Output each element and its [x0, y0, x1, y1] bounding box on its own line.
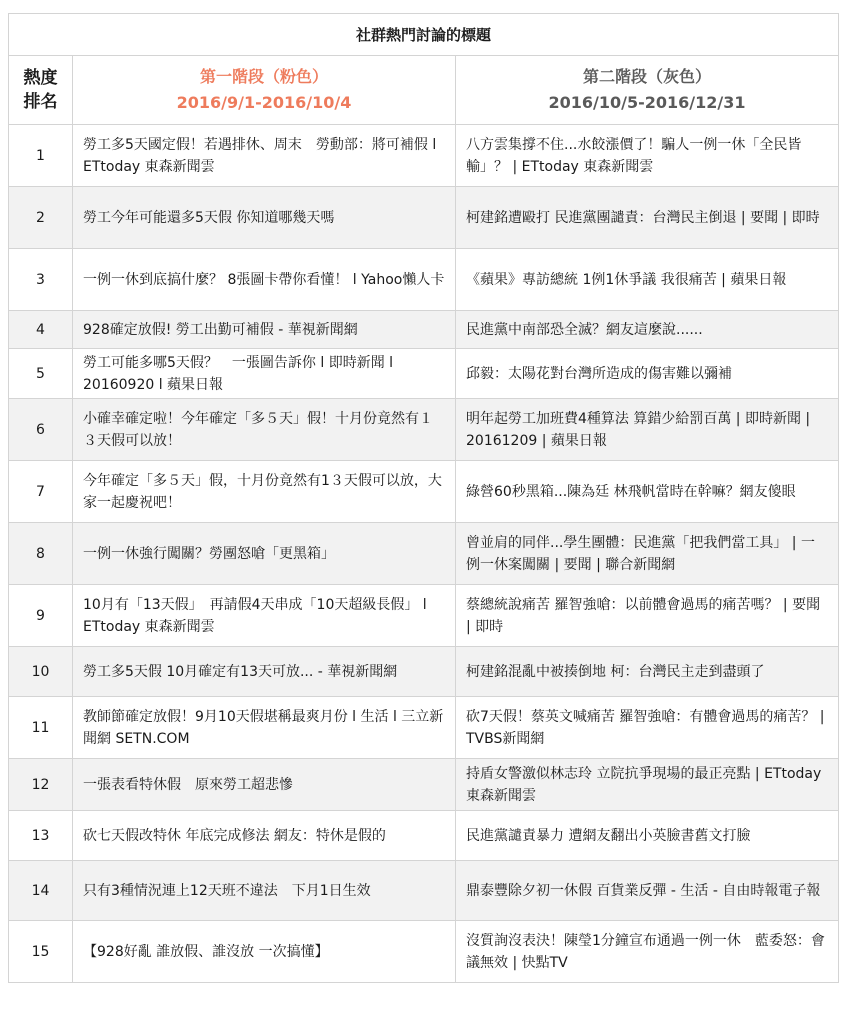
rank-cell: 9 — [9, 585, 73, 647]
phase1-title-cell: 勞工今年可能還多5天假 你知道哪幾天嗎 — [73, 187, 456, 249]
rank-cell: 11 — [9, 697, 73, 759]
table-body — [9, 125, 839, 983]
title-row — [9, 14, 839, 56]
table-row — [9, 647, 839, 697]
phase1-dates: 2016/9/1-2016/10/4 — [176, 93, 352, 112]
phase1-title-cell: 10月有「13天假」 再請假4天串成「10天超級長假」 l ETtoday 東森新聞雲 — [73, 585, 456, 647]
phase2-name: 第二階段（灰色） — [583, 67, 712, 86]
phase1-title-cell: 【928好亂 誰放假、誰沒放 一次搞懂】 — [73, 921, 456, 983]
phase2-title-cell: 明年起勞工加班費4種算法 算錯少給罰百萬 | 即時新聞 | 20161209 | 蘋果日報 — [456, 399, 839, 461]
table-row — [9, 921, 839, 983]
table-row — [9, 861, 839, 921]
table-row — [9, 125, 839, 187]
phase2-title-cell: 曾並肩的同伴...學生團體：民進黨「把我們當工具」 | 一例一休案闖關 | 要聞 | 聯合新聞網 — [456, 523, 839, 585]
phase2-title-cell: 柯建銘混亂中被揍倒地 柯：台灣民主走到盡頭了 — [456, 647, 839, 697]
phase1-title-cell: 勞工可能多哪5天假？ 一張圖告訴你 l 即時新聞 l 20160920 l 蘋果日報 — [73, 349, 456, 399]
phase1-title-cell: 一例一休強行闖關？勞團怒嗆「更黑箱」 — [73, 523, 456, 585]
phase2-title-cell: 持盾女警激似林志玲 立院抗爭現場的最正亮點 | ETtoday 東森新聞雲 — [456, 759, 839, 811]
rank-cell: 8 — [9, 523, 73, 585]
header-row — [9, 56, 839, 125]
table-row — [9, 349, 839, 399]
phase2-title-cell: 八方雲集撐不住...水餃漲價了！騙人一例一休「全民皆輸」？ | ETtoday 東森新聞雲 — [456, 125, 839, 187]
rank-cell: 6 — [9, 399, 73, 461]
phase2-title-cell: 鼎泰豐除夕初一休假 百貨業反彈 - 生活 - 自由時報電子報 — [456, 861, 839, 921]
rank-header-line1: 熱度 — [23, 68, 58, 88]
rank-cell: 13 — [9, 811, 73, 861]
table-row — [9, 811, 839, 861]
rank-cell: 14 — [9, 861, 73, 921]
phase2-title-cell: 綠營60秒黑箱...陳為廷 林飛帆當時在幹嘛？網友傻眼 — [456, 461, 839, 523]
phase2-title-cell: 《蘋果》專訪總統 1例1休爭議 我很痛苦 | 蘋果日報 — [456, 249, 839, 311]
rank-cell: 7 — [9, 461, 73, 523]
rank-cell: 5 — [9, 349, 73, 399]
phase1-title-cell: 小確幸確定啦！今年確定「多５天」假！十月份竟然有１３天假可以放！ — [73, 399, 456, 461]
phase1-title-cell: 勞工多5天假 10月確定有13天可放... - 華視新聞網 — [73, 647, 456, 697]
rank-header — [9, 56, 73, 125]
table-row — [9, 399, 839, 461]
phase2-title-cell: 民進黨中南部恐全滅？網友這麼說...... — [456, 311, 839, 349]
phase2-title-cell: 民進黨譴責暴力 遭網友翻出小英臉書舊文打臉 — [456, 811, 839, 861]
table-row — [9, 585, 839, 647]
table-row — [9, 187, 839, 249]
phase1-title-cell: 一例一休到底搞什麼？ 8張圖卡帶你看懂！ l Yahoo懶人卡 — [73, 249, 456, 311]
table-row — [9, 461, 839, 523]
rank-cell: 4 — [9, 311, 73, 349]
phase2-title-cell: 砍7天假！蔡英文喊痛苦 羅智強嗆：有體會過馬的痛苦？ | TVBS新聞網 — [456, 697, 839, 759]
phase1-title-cell: 今年確定「多５天」假，十月份竟然有1３天假可以放，大家一起慶祝吧！ — [73, 461, 456, 523]
phase2-title-cell: 蔡總統說痛苦 羅智強嗆：以前體會過馬的痛苦嗎？ | 要聞 | 即時 — [456, 585, 839, 647]
phase1-title-cell: 砍七天假改特休 年底完成修法 網友：特休是假的 — [73, 811, 456, 861]
phase2-title-cell: 沒質詢沒表決！陳瑩1分鐘宣布通過一例一休 藍委怒：會議無效 | 快點TV — [456, 921, 839, 983]
phase2-title-cell: 柯建銘遭毆打 民進黨團譴責：台灣民主倒退 | 要聞 | 即時 — [456, 187, 839, 249]
phase1-title-cell: 只有3種情況連上12天班不違法 下月1日生效 — [73, 861, 456, 921]
hot-topics-table — [8, 13, 839, 983]
rank-cell: 2 — [9, 187, 73, 249]
rank-cell: 1 — [9, 125, 73, 187]
phase1-name: 第一階段（粉色） — [199, 67, 328, 86]
phase2-dates: 2016/10/5-2016/12/31 — [548, 93, 746, 112]
rank-cell: 15 — [9, 921, 73, 983]
phase1-title-cell: 教師節確定放假！9月10天假堪稱最爽月份 l 生活 l 三立新聞網 SETN.COM — [73, 697, 456, 759]
phase1-header — [73, 56, 456, 125]
phase1-title-cell: 928確定放假! 勞工出勤可補假 - 華視新聞網 — [73, 311, 456, 349]
rank-cell: 12 — [9, 759, 73, 811]
rank-header-line2: 排名 — [23, 92, 58, 112]
table-row — [9, 249, 839, 311]
table-row — [9, 311, 839, 349]
phase2-header — [456, 56, 839, 125]
rank-cell: 10 — [9, 647, 73, 697]
phase1-title-cell: 勞工多5天國定假！若遇排休、周末 勞動部：將可補假 l ETtoday 東森新聞雲 — [73, 125, 456, 187]
phase1-title-cell: 一張表看特休假 原來勞工超悲慘 — [73, 759, 456, 811]
rank-cell: 3 — [9, 249, 73, 311]
table-row — [9, 697, 839, 759]
phase2-title-cell: 邱毅：太陽花對台灣所造成的傷害難以彌補 — [456, 349, 839, 399]
table-row — [9, 759, 839, 811]
table-title: 社群熱門討論的標題 — [9, 14, 839, 56]
table-row — [9, 523, 839, 585]
